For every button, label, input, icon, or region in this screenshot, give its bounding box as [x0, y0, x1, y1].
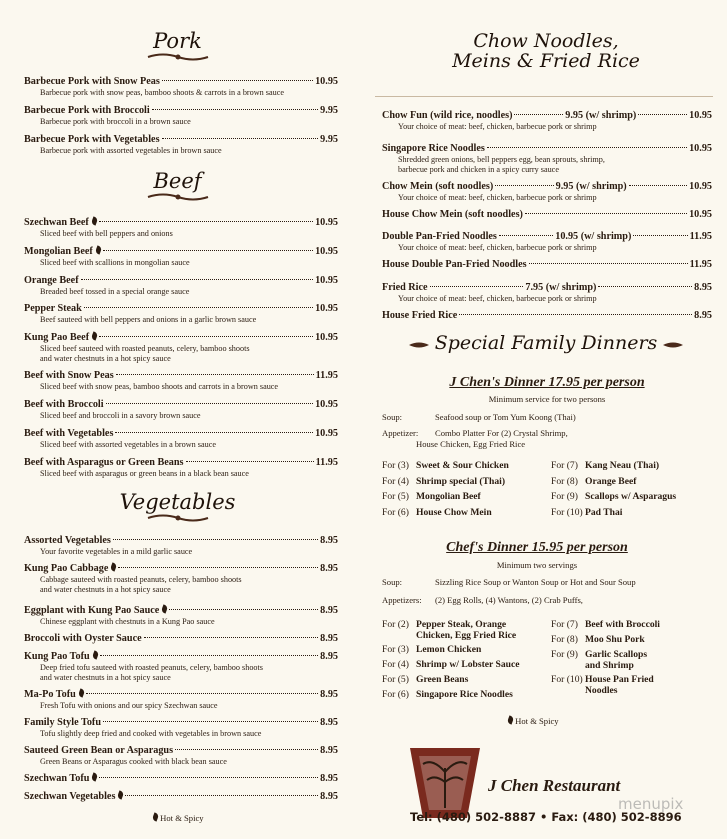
item-base-price: 10.95 (w/ shrimp) [555, 231, 632, 242]
item-description: Your choice of meat: beef, chicken, barbecue pork or shrimp [398, 193, 597, 202]
item-description-2: and water chestnuts in a hot spicy sauce [40, 584, 171, 594]
item-name: Barbecue Pork with Vegetables [24, 134, 160, 145]
noodles-title-2: Meins & Fried Rice [452, 49, 640, 72]
serving-count: For (9) [551, 491, 578, 502]
item-description-2: and water chestnuts in a hot spicy sauce [40, 353, 171, 363]
dish-name-2: Noodles [585, 684, 618, 696]
menu-item [24, 745, 338, 767]
item-name: House Fried Rice [382, 310, 458, 321]
item-description: Your favorite vegetables in a mild garlic sauce [40, 547, 193, 556]
item-price: 10.95 [315, 217, 338, 228]
vegetables-heading [0, 491, 355, 523]
item-description: Chinese eggplant with chestnuts in a Kung Pao sauce [40, 617, 215, 626]
item-name: House Chow Mein (soft noodles) [382, 209, 523, 220]
item-price: 10.95 [689, 143, 712, 154]
item-name: Beef with Vegetables [24, 427, 114, 439]
serving-count: For (7) [551, 619, 578, 630]
menu-item [24, 134, 338, 156]
menu-item [24, 535, 338, 557]
family-dinner-entry [551, 492, 676, 503]
item-name: Beef with Broccoli [24, 399, 104, 410]
chili-icon [91, 772, 98, 781]
dish-name: Mongolian Beef [416, 491, 481, 502]
family-dinner-entry [551, 635, 645, 646]
item-description-2: and water chestnuts in a hot spicy sauce [40, 672, 171, 682]
menu-item [24, 370, 338, 392]
menu-item [24, 633, 338, 645]
item-price: 10.95 [689, 181, 713, 192]
menu-item [24, 428, 338, 450]
item-name: Ma-Po Tofu [24, 689, 76, 700]
item-name: Barbecue Pork with Broccoli [24, 105, 150, 116]
dish-name: Shrimp w/ Lobster Sauce [416, 659, 520, 670]
item-price: 8.95 [320, 651, 338, 662]
family-dinner-entry [551, 675, 654, 696]
menu-item [382, 110, 712, 132]
item-name: Broccoli with Oyster Sauce [24, 633, 142, 644]
contact-phone-fax: Tel: (480) 502-8887 • Fax: (480) 502-8896 [410, 810, 682, 824]
family-dinner-entry [382, 477, 505, 488]
item-name: Mongolian Beef [24, 245, 93, 257]
item-name: Pepper Steak [24, 303, 82, 315]
item-price: 8.95 [320, 773, 338, 784]
chef-soup: Sizzling Rice Soup or Wanton Soup or Hot and Sour Soup [435, 577, 636, 587]
item-description-2: barbecue pork and chicken in a spicy curry sauce [398, 164, 559, 174]
item-description: Deep fried tofu sauteed with roasted peanuts, celery, bamboo shoots [40, 663, 263, 672]
serving-count: For (10) [551, 506, 583, 518]
menu-item [24, 773, 338, 785]
item-name: Family Style Tofu [24, 717, 101, 728]
chili-icon [95, 245, 102, 254]
item-price: 8.95 [320, 605, 338, 616]
chili-icon [507, 715, 514, 724]
item-price: 11.95 [315, 456, 338, 468]
item-price: 9.95 [320, 134, 338, 145]
family-dinner-entry [551, 461, 659, 472]
menu-item [24, 303, 338, 325]
dish-name-2: and Shrimp [585, 659, 634, 671]
menu-item [24, 791, 338, 803]
menu-item [382, 209, 712, 221]
jchen-appetizer-1: Combo Platter For (2) Crystal Shrimp, [435, 428, 568, 438]
menu-item [24, 76, 338, 98]
item-price: 8.95 [320, 633, 338, 644]
ornament-icon [143, 513, 213, 523]
chef-appetizer: (2) Egg Rolls, (4) Wantons, (2) Crab Puffs, [435, 595, 583, 605]
family-dinner-entry [382, 690, 513, 701]
menu-item [24, 332, 338, 363]
item-name: Chow Mein (soft noodles) [382, 181, 494, 192]
family-dinner-entry [551, 650, 647, 671]
serving-count: For (7) [551, 460, 578, 471]
item-description: Barbecue pork with broccoli in a brown sauce [40, 117, 191, 126]
item-price: 10.95 [315, 245, 338, 257]
menu-item [382, 143, 712, 174]
menu-item [24, 275, 338, 297]
menu-item [24, 399, 338, 421]
item-description: Sliced beef with asparagus or green beans in a black bean sauce [40, 468, 249, 478]
serving-count: For (3) [382, 644, 409, 655]
family-dinner-entry [382, 645, 481, 656]
item-price: 8.95 [320, 791, 338, 802]
dish-name: House Chow Mein [416, 506, 492, 518]
serving-count: For (3) [382, 460, 409, 471]
item-name: Szechwan Beef [24, 217, 89, 228]
item-description: Barbecue pork with snow peas, bamboo shoots & carrots in a brown sauce [40, 88, 284, 97]
item-price: 8.95 [320, 745, 338, 756]
serving-count: For (4) [382, 659, 409, 670]
item-description: Your choice of meat: beef, chicken, barbecue pork or shrimp [398, 122, 597, 131]
item-description: Sliced beef sauteed with roasted peanuts, celery, bamboo shoots [40, 344, 250, 354]
item-price: 10.95 [689, 110, 713, 121]
serving-count: For (9) [551, 649, 578, 660]
menu-item [24, 105, 338, 127]
item-price: 9.95 [320, 105, 338, 116]
dish-name: Singapore Rice Noodles [416, 689, 513, 700]
family-dinner-entry [551, 477, 636, 488]
serving-count: For (4) [382, 475, 409, 487]
item-base-price: 7.95 (w/ shrimp) [525, 282, 597, 293]
family-dinner-entry [382, 492, 481, 503]
menu-item [382, 181, 712, 203]
item-price: 11.95 [689, 259, 712, 270]
dish-name: Moo Shu Pork [585, 634, 645, 645]
jchen-appetizer-label: Appetizer: [382, 428, 419, 438]
item-price: 8.95 [694, 282, 712, 293]
family-dinner-entry [382, 675, 468, 686]
item-description: Barbecue pork with assorted vegetables in brown sauce [40, 146, 222, 155]
item-name: Kung Pao Tofu [24, 651, 90, 662]
menu-item [24, 563, 338, 594]
chili-icon [117, 790, 124, 799]
item-description: Sliced beef and broccoli in a savory brown sauce [40, 411, 201, 420]
item-price: 10.95 [315, 76, 338, 87]
item-price: 10.95 [315, 427, 338, 439]
family-dinner-entry [382, 660, 520, 671]
item-name: Double Pan-Fried Noodles [382, 231, 497, 242]
dish-name: Lemon Chicken [416, 644, 482, 655]
item-price: 11.95 [315, 370, 338, 382]
item-description: Green Beans or Asparagus cooked with black bean sauce [40, 757, 227, 766]
jchen-dinner-heading: J Chen's Dinner 17.95 per person [449, 375, 645, 390]
menu-item [382, 282, 712, 304]
item-base-price: 9.95 (w/ shrimp) [555, 181, 627, 192]
serving-count: For (8) [551, 475, 578, 487]
chili-icon [91, 216, 98, 225]
dish-name: Beef with Broccoli [585, 619, 660, 630]
item-price: 8.95 [694, 310, 712, 321]
menu-item [24, 246, 338, 268]
item-price: 8.95 [320, 717, 338, 728]
watermark: menupix [618, 795, 684, 813]
family-dinner-entry [382, 620, 516, 641]
menu-item [382, 231, 712, 253]
item-name: Kung Pao Cabbage [24, 563, 109, 574]
item-price: 10.95 [315, 332, 338, 344]
jchen-minimum: Minimum service for two persons [488, 394, 606, 404]
chef-appetizer-label: Appetizers: [382, 595, 422, 605]
jchen-soup-label: Soup: [382, 412, 403, 422]
serving-count: For (6) [382, 689, 409, 700]
menu-item [382, 310, 712, 322]
item-name: Beef with Snow Peas [24, 370, 114, 382]
item-name: Szechwan Vegetables [24, 791, 116, 802]
serving-count: For (8) [551, 634, 578, 645]
item-price: 11.95 [689, 231, 713, 242]
dish-name: Green Beans [416, 674, 469, 685]
dish-name: Sweet & Sour Chicken [416, 460, 509, 471]
vegetables-title: Vegetables [119, 490, 236, 514]
item-name: Beef with Asparagus or Green Beans [24, 456, 184, 468]
menu-item [24, 605, 338, 627]
ornament-icon [661, 340, 685, 350]
menu-item [24, 457, 338, 479]
item-name: House Double Pan-Fried Noodles [382, 259, 527, 270]
dish-name: Scallops w/ Asparagus [585, 491, 677, 502]
chef-dinner-heading: Chef's Dinner 15.95 per person [446, 540, 628, 555]
item-description: Your choice of meat: beef, chicken, barbecue pork or shrimp [398, 294, 597, 303]
chili-icon [91, 650, 98, 659]
item-description: Sliced beef with bell peppers and onions [40, 229, 173, 238]
menu-item [24, 689, 338, 711]
divider [375, 96, 713, 97]
dish-name: Shrimp special (Thai) [416, 475, 506, 487]
serving-count: For (5) [382, 674, 409, 685]
family-dinner-entry [382, 508, 492, 519]
item-description: Your choice of meat: beef, chicken, barbecue pork or shrimp [398, 243, 597, 252]
beef-heading [0, 170, 355, 202]
beef-title: Beef [153, 169, 202, 193]
family-dinner-entry [382, 461, 509, 472]
chili-icon [78, 688, 85, 697]
item-name: Barbecue Pork with Snow Peas [24, 76, 160, 87]
item-description: Tofu slightly deep fried and cooked with vegetables in brown sauce [40, 729, 262, 738]
item-description: Cabbage sauteed with roasted peanuts, celery, bamboo shoots [40, 575, 242, 584]
item-base-price: 9.95 (w/ shrimp) [565, 110, 637, 121]
item-name: Kung Pao Beef [24, 332, 90, 344]
menu-item [24, 717, 338, 739]
pork-heading [0, 30, 355, 62]
dish-name-2: Chicken, Egg Fried Rice [416, 629, 517, 641]
menu-item [382, 259, 712, 271]
item-description: Sliced beef with scallions in mongolian sauce [40, 257, 190, 267]
item-description: Breaded beef tossed in a special orange sauce [40, 286, 190, 296]
chili-icon [91, 332, 98, 341]
chili-icon [161, 604, 168, 613]
hot-spicy-legend-right: Hot & Spicy [505, 716, 559, 726]
item-price: 8.95 [320, 535, 338, 546]
item-description: Shredded green onions, bell peppers egg, bean sprouts, shrimp, [398, 155, 605, 164]
item-description: Fresh Tofu with onions and our spicy Szechwan sauce [40, 701, 218, 710]
item-name: Orange Beef [24, 274, 79, 286]
dish-name: Pad Thai [585, 506, 623, 518]
dish-name: Kang Neau (Thai) [585, 460, 660, 471]
ornament-icon [407, 340, 431, 350]
item-name: Eggplant with Kung Pao Sauce [24, 605, 160, 616]
serving-count: For (2) [382, 619, 409, 630]
item-description: Sliced beef with assorted vegetables in a brown sauce [40, 439, 216, 449]
item-price: 10.95 [689, 209, 712, 220]
item-description: Sliced beef with snow peas, bamboo shoots and carrots in a brown sauce [40, 382, 279, 392]
chili-icon [110, 562, 117, 571]
noodles-heading [365, 32, 727, 72]
item-name: Singapore Rice Noodles [382, 143, 485, 154]
dish-name: Orange Beef [585, 475, 637, 487]
jchen-appetizer-2: House Chicken, Egg Fried Rice [416, 439, 526, 449]
item-price: 10.95 [315, 274, 338, 286]
family-dinner-entry [551, 620, 660, 631]
family-title: Special Family Dinners [434, 332, 658, 354]
hot-spicy-legend: Hot & Spicy [150, 813, 204, 823]
item-price: 10.95 [315, 303, 338, 315]
chef-minimum: Minimum two servings [496, 560, 578, 570]
dish-name: Pepper Steak, Orange [416, 619, 507, 630]
serving-count: For (10) [551, 674, 583, 685]
dish-name: House Pan Fried [585, 674, 654, 685]
family-heading [365, 334, 727, 354]
serving-count: For (6) [382, 506, 409, 518]
item-description: Beef sauteed with bell peppers and onions in a garlic brown sauce [40, 315, 257, 325]
item-name: Szechwan Tofu [24, 773, 90, 784]
item-name: Fried Rice [382, 282, 428, 293]
menu-item [24, 651, 338, 682]
serving-count: For (5) [382, 491, 409, 502]
chili-icon [152, 812, 159, 821]
chef-soup-label: Soup: [382, 577, 403, 587]
ornament-icon [143, 192, 213, 202]
item-price: 10.95 [315, 399, 338, 410]
jchen-soup: Seafood soup or Tom Yum Koong (Thai) [435, 412, 576, 422]
restaurant-name: J Chen Restaurant [488, 776, 621, 795]
item-price: 8.95 [320, 689, 338, 700]
item-name: Assorted Vegetables [24, 535, 111, 546]
family-dinner-entry [551, 508, 622, 519]
menu-item [24, 217, 338, 239]
item-price: 8.95 [320, 563, 338, 574]
ornament-icon [143, 52, 213, 62]
item-name: Chow Fun (wild rice, noodles) [382, 110, 513, 121]
item-name: Sauteed Green Bean or Asparagus [24, 745, 174, 756]
dish-name: Garlic Scallops [585, 649, 648, 660]
noodles-title-1: Chow Noodles, [473, 30, 619, 52]
pork-title: Pork [153, 29, 202, 53]
